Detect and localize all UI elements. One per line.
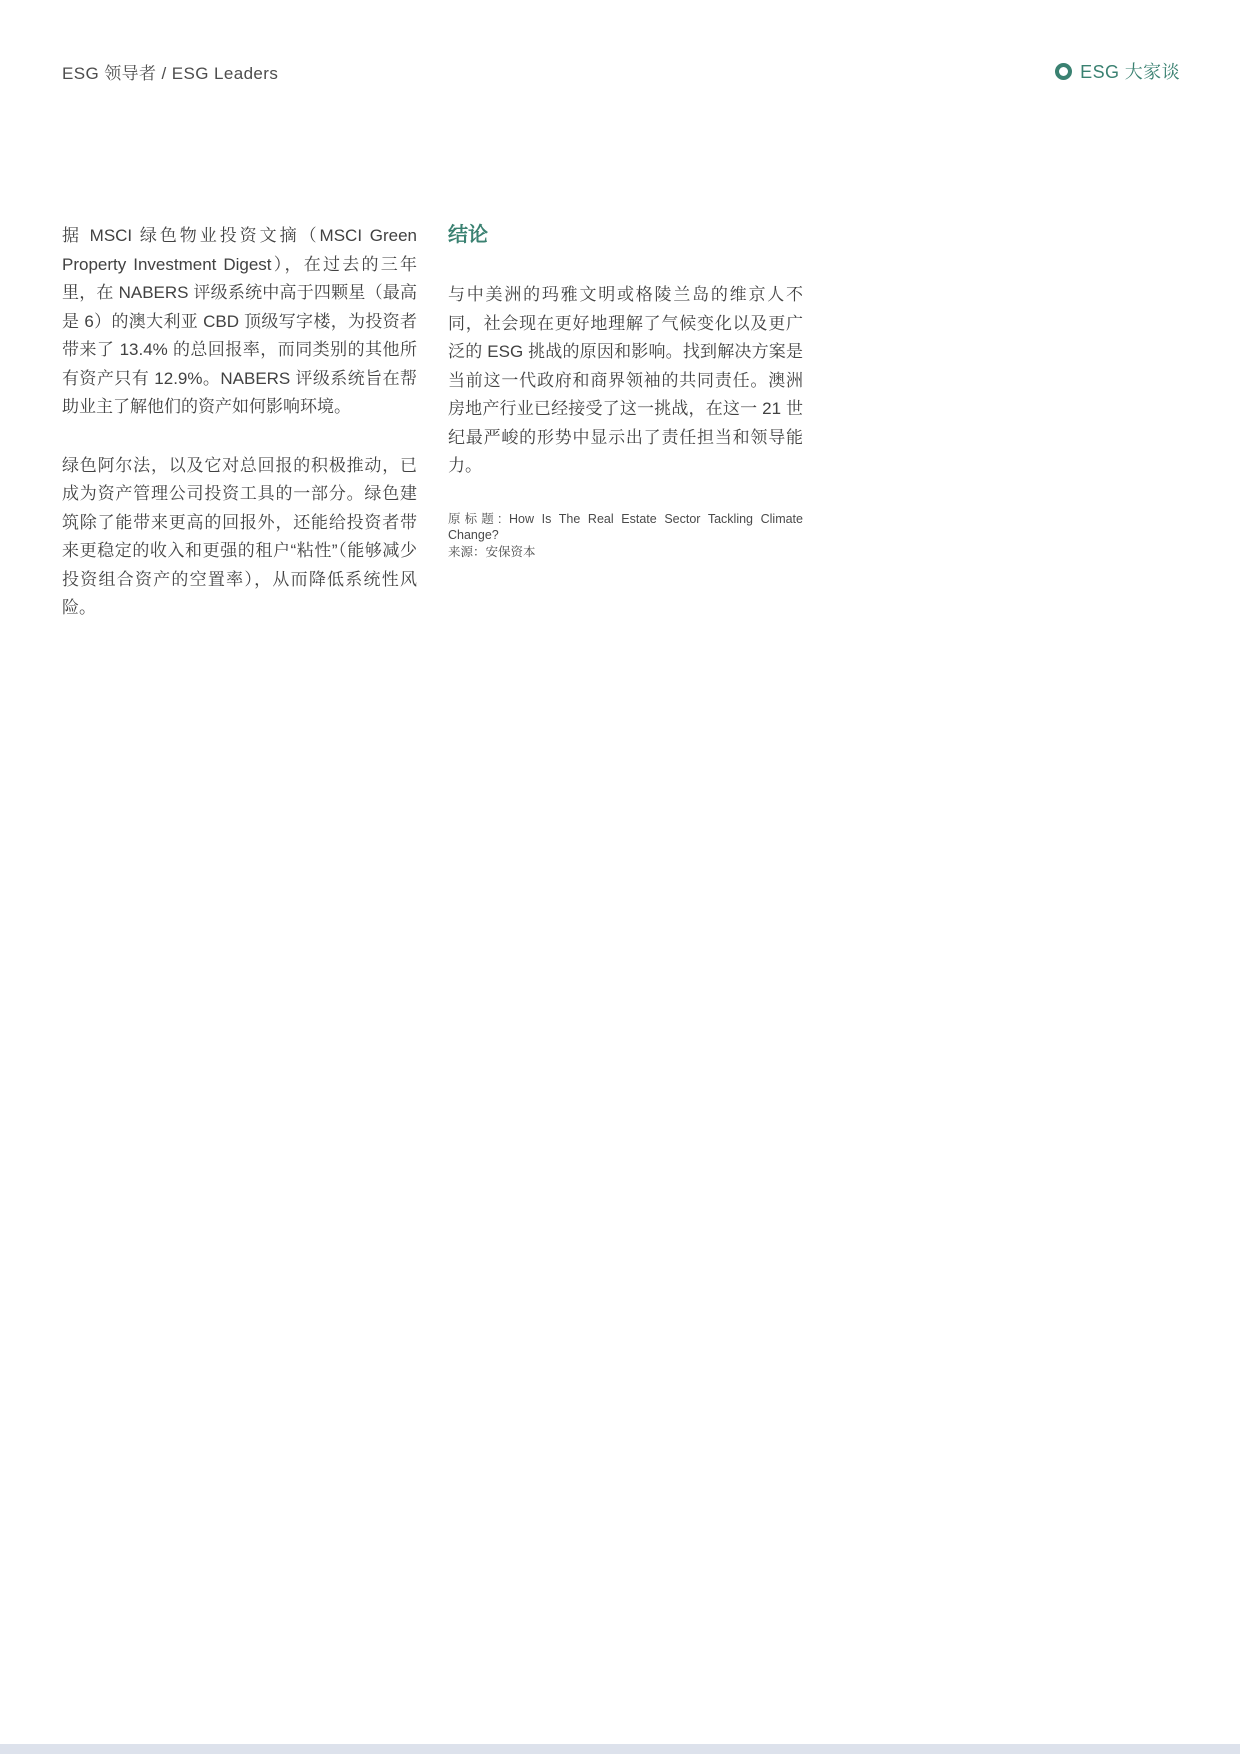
left-column <box>62 222 417 653</box>
ring-icon <box>1055 63 1072 80</box>
right-column <box>448 222 803 653</box>
section-label: ESG 领导者 / ESG Leaders <box>62 63 279 83</box>
conclusion-heading: 结论 <box>448 224 488 246</box>
brand <box>1055 58 1180 84</box>
paragraph-green-alpha: 绿色阿尔法，以及它对总回报的积极推动，已成为资产管理公司投资工具的一部分。绿色建筑除了能带来更高的回报外，还能给投资者带来更稳定的收入和更强的租户“粘性”（能够减少投资组合资产的空置率），从而降低系统性风险。 <box>62 455 417 617</box>
source-original-title: 原标题: How Is The Real Estate Sector Tackling Climate Change? <box>448 511 803 542</box>
page-header <box>62 58 1180 84</box>
footer-decoration-bar <box>0 1744 1240 1754</box>
article-body <box>62 222 803 653</box>
paragraph-conclusion: 与中美洲的玛雅文明或格陵兰岛的维京人不同，社会现在更好地理解了气候变化以及更广泛的 ESG 挑战的原因和影响。找到解决方案是当前这一代政府和商界领袖的共同责任。澳洲房地产行业已经接受了这一挑战，在这一 21 世纪最严峻的形势中显示出了责任担当和领导能力。 <box>448 285 803 475</box>
source-block <box>448 511 803 561</box>
paragraph-msci-nabers: 据 MSCI 绿色物业投资文摘（MSCI Green Property Investment Digest），在过去的三年里，在 NABERS 评级系统中高于四颗星（最高是 6）的澳大利亚 CBD 顶级写字楼，为投资者带来了 13.4% 的总回报率，而同类别的其他所有资产只有 12.9%。NABERS 评级系统旨在帮助业主了解他们的资产如何影响环境。 <box>62 226 417 416</box>
brand-label: ESG 大家谈 <box>1080 62 1180 82</box>
source-origin: 来源：安保资本 <box>448 544 536 559</box>
